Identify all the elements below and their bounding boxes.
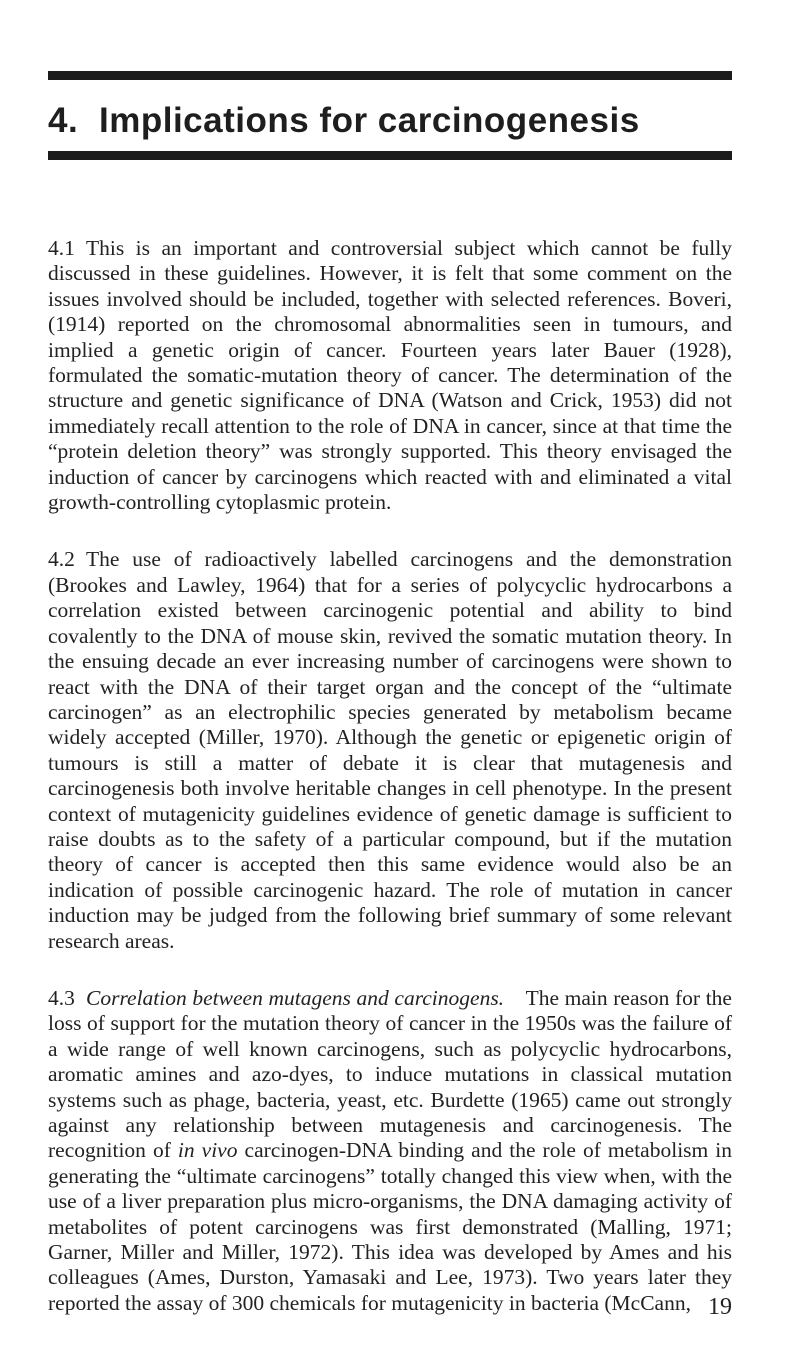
italic-term: in vivo [177, 1138, 238, 1163]
section-number: 4. [48, 101, 79, 140]
paragraph-text: This is an important and controversial subject which cannot be fully discussed in these guidelines. However, it is felt that some comment on the issues involved should be included, together with selected references. Boveri, (1914) reported on the chromosomal abnormalities seen in tumours, and implied a genetic origin of cancer. Fourteen years later Bauer (1928), formulated the somatic-mutation theory of cancer. The determination of the structure and genetic significance of DNA (Watson and Crick, 1953) did not immediately recall attention to the role of DNA in cancer, since at that time the “protein deletion theory” was strongly supported. This theory envisaged the induction of cancer by carcinogens which reacted with and eliminated a vital growth-controlling cytoplasmic protein. [48, 236, 732, 515]
paragraph-text: The use of radioactively labelled carcinogens and the demonstration (Brookes and Lawley, 1964) that for a series of polycyclic hydrocarbons a correlation existed between carcinogenic potential and ability to bind covalently to the DNA of mouse skin, revived the somatic mutation theory. In the ensuing decade an ever increasing number of carcinogens were shown to react with the DNA of their target organ and the concept of the “ultimate carcinogen” as an electrophilic species generated by metabolism became widely accepted (Miller, 1970). Although the genetic or epigenetic origin of tumours is still a matter of debate it is clear that mutagenesis and carcinogenesis both involve heritable changes in cell phenotype. In the present context of mutagenicity guidelines evidence of genetic damage is sufficient to raise doubts as to the safety of a particular compound, but if the mutation theory of cancer is accepted then this same evidence would also be an indication of possible carcinogenic hazard. The role of mutation in cancer induction may be judged from the following brief summary of some relevant research areas. [48, 547, 732, 953]
paragraph-number: 4.1 [48, 236, 75, 260]
page-number: 19 [708, 1294, 732, 1320]
paragraph-title: Correlation between mutagens and carcinogens. [86, 985, 505, 1010]
paragraph-number: 4.3 [48, 985, 75, 1010]
paragraph-text-part-1: The main reason for the loss of support for the mutation theory of cancer in the 1950s was the failure of a wide range of well known carcinogens, such as polycyclic hydrocarbons, aromatic amines and azo-dyes, to induce mutations in classical mutation systems such as phage, bacteria, yeast, etc. Burdette (1965) came out strongly against any relationship between mutagenesis and carcinogenesis. The recognition of [48, 985, 732, 1163]
heading-bottom-rule [48, 151, 732, 160]
paragraph-4-2 [48, 547, 732, 954]
section-title: Implications for carcinogenesis [99, 101, 640, 140]
paragraph-4-3 [48, 986, 732, 1316]
body-text [48, 236, 732, 1348]
section-heading [48, 100, 640, 142]
paragraph-number: 4.2 [48, 547, 75, 572]
paragraph-4-1 [48, 236, 732, 515]
paragraph-text-part-2: carcinogen-DNA binding and the role of metabolism in generating the “ultimate carcinogens” totally changed this view when, with the use of a liver preparation plus micro-organisms, the DNA damaging activity of metabolites of potent carcinogens was first demonstrated (Malling, 1971; Garner, Miller and Miller, 1972). This idea was developed by Ames and his colleagues (Ames, Durston, Yamasaki and Lee, 1973). Two years later they reported the assay of 300 chemicals for mutagenicity in bacteria (McCann, [48, 1138, 733, 1315]
heading-top-rule [48, 71, 732, 80]
